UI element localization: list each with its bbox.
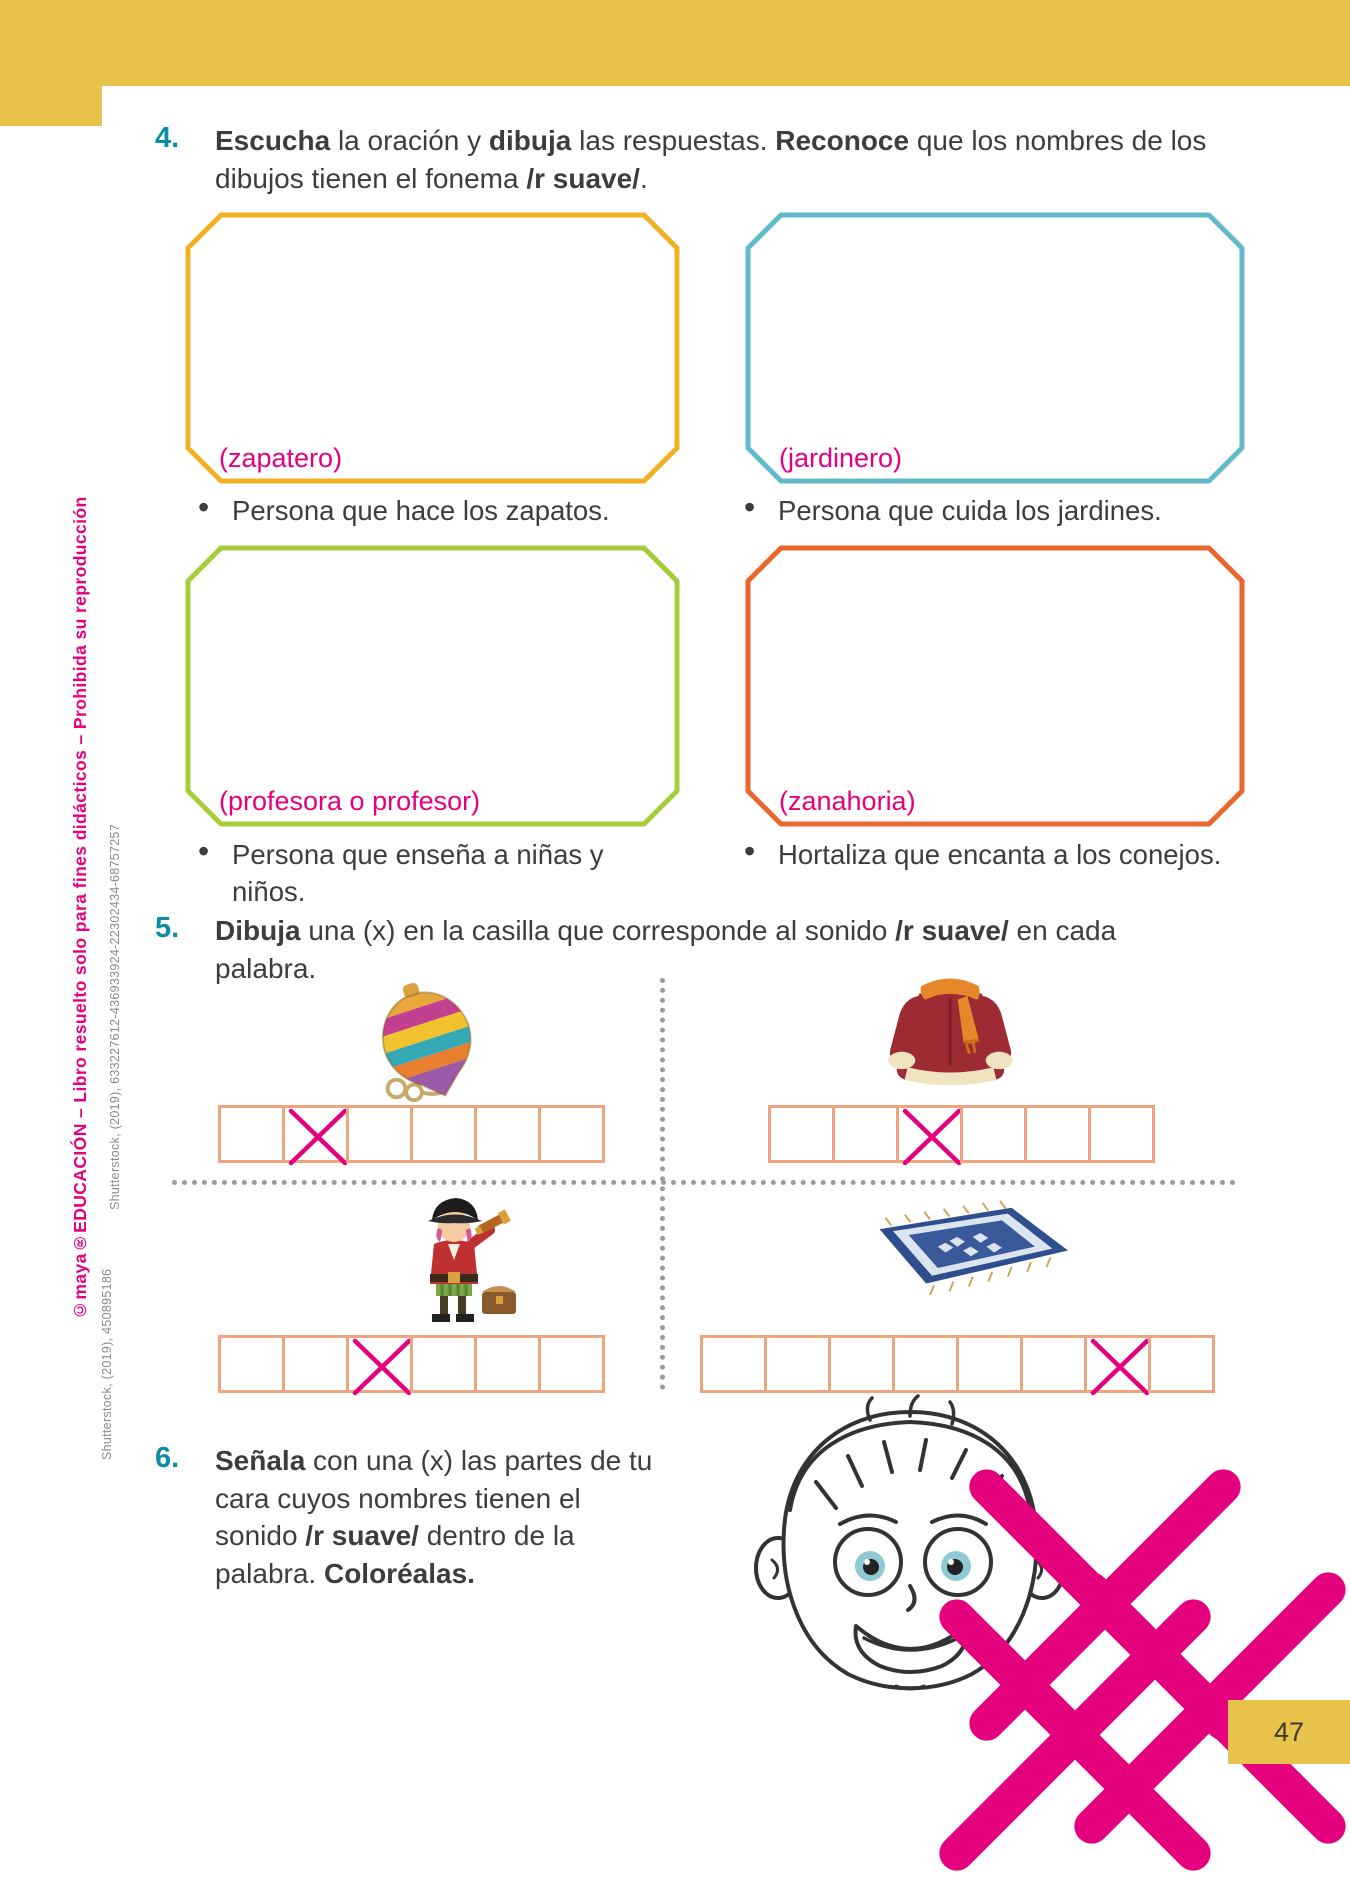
answer-grid-alfombra	[700, 1335, 1215, 1393]
answer-cell-marked[interactable]	[346, 1335, 413, 1393]
answer-grid-trompo	[218, 1105, 605, 1163]
drawing-box-jardinero[interactable]	[745, 212, 1245, 484]
box-outline	[185, 545, 680, 827]
drawing-box-label: (profesora o profesor)	[219, 786, 481, 816]
spinning-top-image	[300, 985, 530, 1107]
answer-cell[interactable]	[474, 1335, 541, 1393]
answer-cell[interactable]	[1020, 1335, 1087, 1393]
drawing-box-label: (zapatero)	[219, 443, 343, 473]
answer-cell[interactable]	[218, 1335, 285, 1393]
answer-cell[interactable]	[410, 1335, 477, 1393]
caption-zanahoria: • Hortaliza que encanta a los conejos.	[778, 836, 1288, 873]
sidebar-credit-bottom: Shutterstock, (2019), 450895186	[100, 1268, 114, 1460]
exercise-6-instruction: Señala con una (x) las partes de tu cara cuyos nombres tienen el sonido /r suave/ dentro de la palabra. Coloréalas.	[215, 1445, 653, 1589]
drawing-box-zanahoria[interactable]	[745, 545, 1245, 827]
answer-grid-pirata	[218, 1335, 605, 1393]
answer-cell[interactable]	[1148, 1335, 1215, 1393]
answer-cell[interactable]	[1024, 1105, 1091, 1163]
exercise-4-number: 4.	[155, 122, 180, 154]
exercise-5-instruction: Dibuja una (x) en la casilla que corresponde al sonido /r suave/ en cada palabra.	[215, 915, 1117, 984]
caption-profesor: • Persona que enseña a niñas y niños.	[232, 836, 672, 910]
answer-cell[interactable]	[828, 1335, 895, 1393]
exercise-5-number: 5.	[155, 912, 180, 944]
answer-cell-marked[interactable]	[282, 1105, 349, 1163]
exercise-6-number: 6.	[155, 1442, 180, 1474]
answer-cell[interactable]	[956, 1335, 1023, 1393]
face-drawing[interactable]	[720, 1390, 1100, 1710]
answer-cell[interactable]	[700, 1335, 767, 1393]
box-outline	[745, 545, 1245, 827]
answer-cell[interactable]	[892, 1335, 959, 1393]
answer-cell-marked[interactable]	[1084, 1335, 1151, 1393]
header-band-left-tab	[0, 0, 102, 126]
answer-grid-abrigo	[768, 1105, 1155, 1163]
drawing-box-label: (jardinero)	[779, 443, 903, 473]
answer-cell[interactable]	[474, 1105, 541, 1163]
answer-cell[interactable]	[764, 1335, 831, 1393]
answer-cell[interactable]	[282, 1335, 349, 1393]
carpet-image	[845, 1200, 1085, 1302]
answer-cell[interactable]	[538, 1335, 605, 1393]
sidebar-credit-top: Shutterstock, (2019), 633227612-436933924-22302434-68757257	[108, 823, 122, 1210]
answer-cell[interactable]	[346, 1105, 413, 1163]
answer-cell[interactable]	[410, 1105, 477, 1163]
drawing-box-label: (zanahoria)	[779, 786, 916, 816]
drawing-box-profesor[interactable]	[185, 545, 680, 827]
caption-zapatero: • Persona que hace los zapatos.	[232, 492, 702, 529]
answer-cell[interactable]	[218, 1105, 285, 1163]
answer-cell-marked[interactable]	[896, 1105, 963, 1163]
pirate-image	[378, 1190, 538, 1330]
caption-jardinero: • Persona que cuida los jardines.	[778, 492, 1278, 529]
answer-cell[interactable]	[832, 1105, 899, 1163]
answer-cell[interactable]	[768, 1105, 835, 1163]
answer-cell[interactable]	[1088, 1105, 1155, 1163]
drawing-box-zapatero[interactable]	[185, 212, 680, 484]
sidebar-copyright: ©maya®EDUCACIÓN – Libro resuelto solo para fines didácticos – Prohibida su reproducción	[70, 496, 90, 1320]
answer-cell[interactable]	[960, 1105, 1027, 1163]
answer-cell[interactable]	[538, 1105, 605, 1163]
quadrant-divider-horizontal	[172, 1180, 1236, 1185]
coat-image	[868, 965, 1033, 1100]
page-number: 47	[1228, 1700, 1350, 1764]
exercise-4-instruction: Escucha la oración y dibuja las respuestas. Reconoce que los nombres de los dibujos tienen el fonema /r suave/.	[215, 125, 1207, 194]
header-band	[0, 0, 1350, 86]
